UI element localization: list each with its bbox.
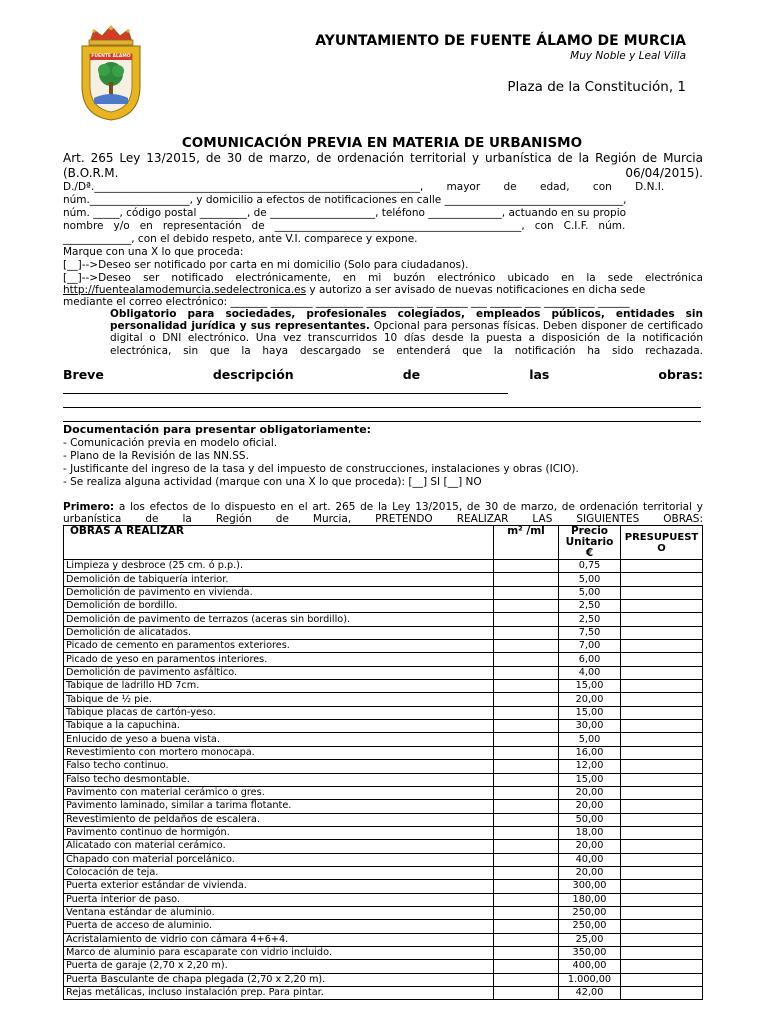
description-line-1[interactable] <box>63 393 508 394</box>
crest-label: FUENTE ÁLAMO <box>91 54 131 59</box>
description-line-3[interactable] <box>63 421 701 422</box>
unit-price: 1.000,00 <box>559 973 621 986</box>
table-row <box>64 760 703 773</box>
quantity-cell[interactable] <box>494 866 559 879</box>
table-row <box>64 746 703 759</box>
quantity-cell[interactable] <box>494 813 559 826</box>
work-name: Pavimento continuo de hormigón. <box>64 826 494 839</box>
breve-word: Breve <box>63 367 104 382</box>
quantity-cell[interactable] <box>494 946 559 959</box>
table-row <box>64 560 703 573</box>
budget-cell[interactable] <box>621 853 703 866</box>
work-name: Alicatado con material cerámico. <box>64 840 494 853</box>
work-name: Rejas metálicas, incluso instalación prep. Para pintar. <box>64 987 494 1000</box>
table-row <box>64 706 703 719</box>
budget-cell[interactable] <box>621 813 703 826</box>
quantity-cell[interactable] <box>494 880 559 893</box>
table-row <box>64 893 703 906</box>
table-row <box>64 640 703 653</box>
works-table <box>63 525 703 1000</box>
notification-option-electronic-cont <box>63 284 703 296</box>
organization-address: Plaza de la Constitución, 1 <box>507 79 686 95</box>
unit-price: 20,00 <box>559 866 621 879</box>
budget-cell[interactable] <box>621 573 703 586</box>
descripcion-word: descripción <box>212 367 294 382</box>
unit-price: 18,00 <box>559 826 621 839</box>
budget-cell[interactable] <box>621 600 703 613</box>
budget-cell[interactable] <box>621 586 703 599</box>
obras-word: obras: <box>658 367 703 382</box>
quantity-cell[interactable] <box>494 653 559 666</box>
precio-column-header: Precio Unitario € <box>559 526 621 560</box>
organization-name: AYUNTAMIENTO DE FUENTE ÁLAMO DE MURCIA <box>315 33 686 49</box>
applicant-line-3[interactable]: núm. _____, código postal _________, de ____________________, teléfono ______________, actuando en su propio <box>63 207 627 219</box>
budget-cell[interactable] <box>621 706 703 719</box>
work-name: Tabique de ladrillo HD 7cm. <box>64 680 494 693</box>
work-name: Puerta de garaje (2,70 x 2,20 m). <box>64 960 494 973</box>
budget-cell[interactable] <box>621 760 703 773</box>
table-row <box>64 813 703 826</box>
quantity-cell[interactable] <box>494 746 559 759</box>
table-row <box>64 786 703 799</box>
quantity-cell[interactable] <box>494 933 559 946</box>
table-row <box>64 733 703 746</box>
unit-price: 15,00 <box>559 680 621 693</box>
budget-cell[interactable] <box>621 960 703 973</box>
applicant-line-4[interactable]: nombre y/o en representación de _______________________________________________, con C.I.F. núm. <box>63 220 626 232</box>
budget-cell[interactable] <box>621 946 703 959</box>
table-row <box>64 987 703 1000</box>
work-name: Tabique a la capuchina. <box>64 720 494 733</box>
quantity-cell[interactable] <box>494 920 559 933</box>
table-row <box>64 653 703 666</box>
table-row <box>64 586 703 599</box>
documentation-item: - Justificante del ingreso de la tasa y del impuesto de construcciones, instalaciones y obras (ICIO). <box>63 463 579 475</box>
work-name: Demolición de bordillo. <box>64 600 494 613</box>
unit-price: 42,00 <box>559 987 621 1000</box>
work-name: Limpieza y desbroce (25 cm. ó p.p.). <box>64 560 494 573</box>
table-row <box>64 600 703 613</box>
work-name: Puerta de acceso de aluminio. <box>64 920 494 933</box>
unit-price: 40,00 <box>559 853 621 866</box>
quantity-cell[interactable] <box>494 560 559 573</box>
description-line-2[interactable] <box>63 407 701 408</box>
works-description-label <box>63 367 703 382</box>
mandatory-note-text: Opcional para personas físicas. Deben disponer de certificado digital o DNI electrónico. Una vez transcurridos 10 días desde la puesta a disposición de la notificación electrónica, sin que la haya descargado se entenderá que la notificación ha sido rechazada. <box>110 320 703 357</box>
work-name: Ventana estándar de aluminio. <box>64 906 494 919</box>
quantity-cell[interactable] <box>494 600 559 613</box>
work-name: Pavimento con material cerámico o gres. <box>64 786 494 799</box>
quantity-cell[interactable] <box>494 826 559 839</box>
table-row <box>64 573 703 586</box>
quantity-cell[interactable] <box>494 666 559 679</box>
table-row <box>64 773 703 786</box>
documentation-item: - Plano de la Revisión de las NN.SS. <box>63 450 249 462</box>
budget-cell[interactable] <box>621 786 703 799</box>
work-name: Demolición de alicatados. <box>64 626 494 639</box>
table-row <box>64 960 703 973</box>
unit-price: 4,00 <box>559 666 621 679</box>
unit-price: 20,00 <box>559 800 621 813</box>
quantity-cell[interactable] <box>494 586 559 599</box>
unit-price: 0,75 <box>559 560 621 573</box>
budget-cell[interactable] <box>621 987 703 1000</box>
budget-cell[interactable] <box>621 880 703 893</box>
quantity-cell[interactable] <box>494 573 559 586</box>
presupuesto-column-header: PRESUPUESTO <box>621 526 703 560</box>
budget-cell[interactable] <box>621 826 703 839</box>
table-row <box>64 720 703 733</box>
table-row <box>64 626 703 639</box>
work-name: Tabique placas de cartón-yeso. <box>64 706 494 719</box>
documentation-item: - Comunicación previa en modelo oficial. <box>63 437 278 449</box>
unit-price: 20,00 <box>559 840 621 853</box>
quantity-cell[interactable] <box>494 853 559 866</box>
quantity-cell[interactable] <box>494 906 559 919</box>
work-name: Puerta Basculante de chapa plegada (2,70 x 2,20 m). <box>64 973 494 986</box>
quantity-cell[interactable] <box>494 760 559 773</box>
budget-cell[interactable] <box>621 733 703 746</box>
document-title: COMUNICACIÓN PREVIA EN MATERIA DE URBANISMO <box>181 135 583 151</box>
las-word: las <box>529 367 550 382</box>
table-row <box>64 666 703 679</box>
work-name: Puerta exterior estándar de vivienda. <box>64 880 494 893</box>
quantity-cell[interactable] <box>494 987 559 1000</box>
mandatory-note <box>110 308 703 369</box>
budget-cell[interactable] <box>621 973 703 986</box>
table-row <box>64 800 703 813</box>
work-name: Colocación de teja. <box>64 866 494 879</box>
budget-cell[interactable] <box>621 626 703 639</box>
m2-column-header: m² /ml <box>494 526 559 560</box>
unit-price: 350,00 <box>559 946 621 959</box>
work-name: Acristalamiento de vidrio con cámara 4+6+4. <box>64 933 494 946</box>
quantity-cell[interactable] <box>494 786 559 799</box>
budget-cell[interactable] <box>621 613 703 626</box>
quantity-cell[interactable] <box>494 733 559 746</box>
unit-price: 50,00 <box>559 813 621 826</box>
electronic-office-link[interactable]: http://fuentealamodemurcia.sedelectronica.es <box>63 284 307 296</box>
budget-cell[interactable] <box>621 933 703 946</box>
table-row <box>64 866 703 879</box>
unit-price: 2,50 <box>559 600 621 613</box>
budget-cell[interactable] <box>621 640 703 653</box>
applicant-line-5[interactable]: _____________, con el debido respeto, ante V.I. comparece y expone. <box>63 233 418 245</box>
works-table-header <box>64 526 703 560</box>
budget-cell[interactable] <box>621 666 703 679</box>
activity-checkbox-line[interactable]: - Se realiza alguna actividad (marque con una X lo que proceda): [__] SI [__] NO <box>63 476 482 488</box>
budget-cell[interactable] <box>621 746 703 759</box>
quantity-cell[interactable] <box>494 893 559 906</box>
work-name: Demolición de pavimento en vivienda. <box>64 586 494 599</box>
work-name: Revestimiento de peldaños de escalera. <box>64 813 494 826</box>
primero-label: Primero: <box>63 501 115 513</box>
quantity-cell[interactable] <box>494 773 559 786</box>
obras-column-header: OBRAS A REALIZAR <box>64 526 494 560</box>
budget-cell[interactable] <box>621 800 703 813</box>
unit-price: 5,00 <box>559 733 621 746</box>
table-row <box>64 840 703 853</box>
work-name: Demolición de pavimento de terrazos (aceras sin bordillo). <box>64 613 494 626</box>
budget-cell[interactable] <box>621 693 703 706</box>
unit-price: 250,00 <box>559 920 621 933</box>
mark-instruction: Marque con una X lo que proceda: <box>63 246 244 258</box>
municipal-crest-logo <box>78 24 144 122</box>
unit-price: 7,00 <box>559 640 621 653</box>
table-row <box>64 946 703 959</box>
de-word: de <box>402 367 421 382</box>
unit-price: 30,00 <box>559 720 621 733</box>
table-row <box>64 693 703 706</box>
unit-price: 15,00 <box>559 706 621 719</box>
notification-option-electronic[interactable]: [__]-->Deseo ser notificado electrónicamente, en mi buzón electrónico ubicado en la sede electrónica <box>63 272 703 284</box>
work-name: Enlucido de yeso a buena vista. <box>64 733 494 746</box>
budget-cell[interactable] <box>621 840 703 853</box>
unit-price: 5,00 <box>559 573 621 586</box>
notification-option-mail[interactable]: [__]-->Deseo ser notificado por carta en mi domicilio (Solo para ciudadanos). <box>63 259 469 271</box>
unit-price: 300,00 <box>559 880 621 893</box>
work-name: Tabique de ½ pie. <box>64 693 494 706</box>
link-trailing-text: y autorizo a ser avisado de nuevas notificaciones en dicha sede <box>306 284 646 296</box>
quantity-cell[interactable] <box>494 973 559 986</box>
unit-price: 2,50 <box>559 613 621 626</box>
work-name: Falso techo desmontable. <box>64 773 494 786</box>
quantity-cell[interactable] <box>494 613 559 626</box>
work-name: Chapado con material porcelánico. <box>64 853 494 866</box>
quantity-cell[interactable] <box>494 640 559 653</box>
table-row <box>64 826 703 839</box>
applicant-line-1[interactable]: D./Dª.______________________________________________________________, mayor de edad, con D.N.I. <box>63 181 665 193</box>
quantity-cell[interactable] <box>494 840 559 853</box>
unit-price: 6,00 <box>559 653 621 666</box>
documentation-heading: Documentación para presentar obligatoriamente: <box>63 423 372 436</box>
work-name: Demolición de pavimento asfáltico. <box>64 666 494 679</box>
budget-cell[interactable] <box>621 866 703 879</box>
budget-cell[interactable] <box>621 560 703 573</box>
budget-cell[interactable] <box>621 680 703 693</box>
work-name: Falso techo continuo. <box>64 760 494 773</box>
unit-price: 20,00 <box>559 786 621 799</box>
budget-cell[interactable] <box>621 893 703 906</box>
budget-cell[interactable] <box>621 653 703 666</box>
table-row <box>64 853 703 866</box>
table-row <box>64 920 703 933</box>
quantity-cell[interactable] <box>494 720 559 733</box>
work-name: Demolición de tabiquería interior. <box>64 573 494 586</box>
quantity-cell[interactable] <box>494 800 559 813</box>
work-name: Revestimiento con mortero monocapa. <box>64 746 494 759</box>
unit-price: 12,00 <box>559 760 621 773</box>
table-row <box>64 906 703 919</box>
budget-cell[interactable] <box>621 720 703 733</box>
quantity-cell[interactable] <box>494 706 559 719</box>
table-row <box>64 613 703 626</box>
quantity-cell[interactable] <box>494 626 559 639</box>
work-name: Pavimento laminado, similar a tarima flotante. <box>64 800 494 813</box>
email-field-line[interactable]: mediante el correo electrónico: _______ ________ _________ _________ ___ ______ ___ ______ ___ ______ ___ ______ <box>63 296 630 308</box>
unit-price: 20,00 <box>559 693 621 706</box>
table-row <box>64 680 703 693</box>
primero-text: a los efectos de lo dispuesto en el art. 265 de la Ley 13/2015, de 30 de marzo, de ordenación territorial y urbanística de la Región de Murcia, PRETENDO REALIZAR LAS SIGUIENTES OBRAS: <box>63 501 703 526</box>
organization-motto: Muy Noble y Leal Villa <box>570 50 686 62</box>
table-row <box>64 933 703 946</box>
quantity-cell[interactable] <box>494 693 559 706</box>
work-name: Picado de yeso en paramentos interiores. <box>64 653 494 666</box>
unit-price: 25,00 <box>559 933 621 946</box>
work-name: Picado de cemento en paramentos exteriores. <box>64 640 494 653</box>
legal-reference: Art. 265 Ley 13/2015, de 30 de marzo, de ordenación territorial y urbanística de la Región de Murcia (B.O.R.M. 06/04/2015). <box>63 151 703 180</box>
mandatory-note-bold: Obligatorio para sociedades, profesionales colegiados, empleados públicos, entidades sin personalidad jurídica y sus representantes. <box>110 308 703 333</box>
unit-price: 400,00 <box>559 960 621 973</box>
quantity-cell[interactable] <box>494 680 559 693</box>
unit-price: 180,00 <box>559 893 621 906</box>
work-name: Marco de aluminio para escaparate con vidrio incluido. <box>64 946 494 959</box>
work-name: Puerta interior de paso. <box>64 893 494 906</box>
unit-price: 7,50 <box>559 626 621 639</box>
unit-price: 5,00 <box>559 586 621 599</box>
applicant-line-2[interactable]: núm.___________________, y domicilio a efectos de notificaciones en calle __________________________________, <box>63 194 627 206</box>
unit-price: 16,00 <box>559 746 621 759</box>
budget-cell[interactable] <box>621 920 703 933</box>
table-row <box>64 880 703 893</box>
unit-price: 15,00 <box>559 773 621 786</box>
table-row <box>64 973 703 986</box>
budget-cell[interactable] <box>621 773 703 786</box>
unit-price: 250,00 <box>559 906 621 919</box>
quantity-cell[interactable] <box>494 960 559 973</box>
budget-cell[interactable] <box>621 906 703 919</box>
